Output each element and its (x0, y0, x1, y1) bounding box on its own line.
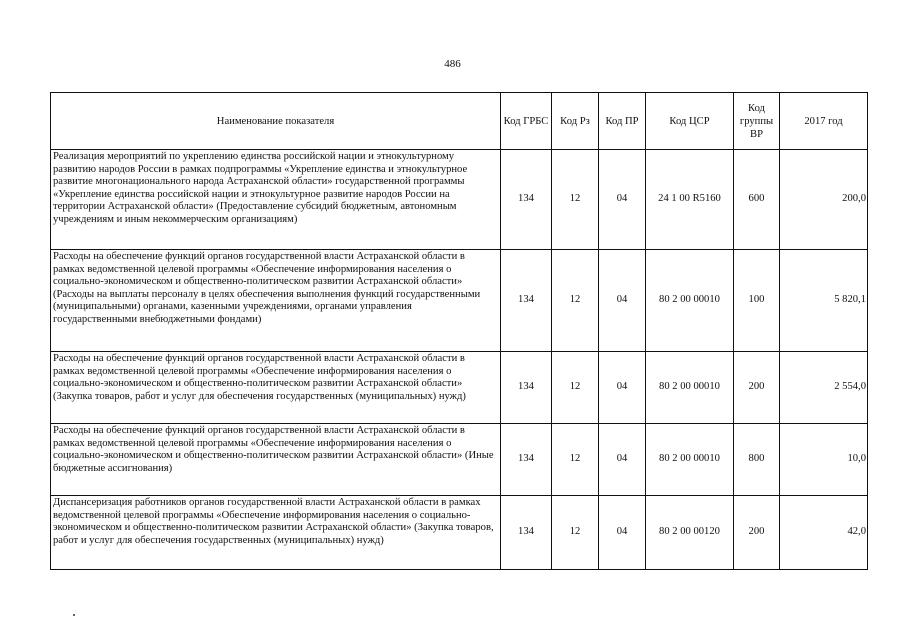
row-vr: 800 (734, 424, 780, 496)
header-csr: Код ЦСР (646, 93, 734, 150)
row-pr: 04 (599, 250, 646, 352)
table-header-row (51, 93, 868, 150)
row-name: Расходы на обеспечение функций органов государственной власти Астраханской области в рамках ведомственной целевой программы «Обеспечение информирования населения о социально-экономическом и общественно-политическом развитии Астраханской области» (Закупка товаров, работ и услуг для обеспечения государственных (муниципальных) нужд) (51, 352, 501, 424)
table-row (51, 352, 868, 424)
row-amount: 2 554,0 (780, 352, 868, 424)
header-rz: Код Рз (552, 93, 599, 150)
row-amount: 200,0 (780, 150, 868, 250)
row-csr: 24 1 00 R5160 (646, 150, 734, 250)
row-vr: 200 (734, 352, 780, 424)
table-row (51, 496, 868, 570)
row-name: Реализация мероприятий по укреплению единства российской нации и этнокультурному развитию народов России в рамках подпрограммы «Укрепление единства и этнокультурное развитие многонационального народа Астраханской области» государственной программы «Укрепление единства российской нации и этнокультурное развитие народов России на территории Астраханской области» (Предоставление субсидий бюджетным, автономным учреждениям и иным некоммерческим организациям) (51, 150, 501, 250)
scan-speck (73, 614, 75, 616)
row-amount: 42,0 (780, 496, 868, 570)
row-grbs: 134 (501, 496, 552, 570)
row-pr: 04 (599, 150, 646, 250)
row-rz: 12 (552, 250, 599, 352)
row-grbs: 134 (501, 352, 552, 424)
row-csr: 80 2 00 00010 (646, 250, 734, 352)
table-row (51, 150, 868, 250)
row-csr: 80 2 00 00010 (646, 424, 734, 496)
header-vr: Код группы ВР (734, 93, 780, 150)
row-pr: 04 (599, 352, 646, 424)
row-pr: 04 (599, 496, 646, 570)
row-vr: 200 (734, 496, 780, 570)
table-row (51, 424, 868, 496)
table-row (51, 250, 868, 352)
row-amount: 10,0 (780, 424, 868, 496)
row-name: Расходы на обеспечение функций органов государственной власти Астраханской области в рамках ведомственной целевой программы «Обеспечение информирования населения о социально-экономическом и общественно-политическом развитии Астраханской области» (Иные бюджетные ассигнования) (51, 424, 501, 496)
header-pr: Код ПР (599, 93, 646, 150)
row-rz: 12 (552, 150, 599, 250)
row-grbs: 134 (501, 150, 552, 250)
row-vr: 100 (734, 250, 780, 352)
row-name: Расходы на обеспечение функций органов государственной власти Астраханской области в рамках ведомственной целевой программы «Обеспечение информирования населения о социально-экономическом и общественно-политическом развитии Астраханской области» (Расходы на выплаты персоналу в целях обеспечения выполнения функций государственными (муниципальными) органами, казенными учреждениями, органами управления государственными внебюджетными фондами) (51, 250, 501, 352)
row-rz: 12 (552, 352, 599, 424)
row-rz: 12 (552, 496, 599, 570)
header-year: 2017 год (780, 93, 868, 150)
row-grbs: 134 (501, 250, 552, 352)
header-grbs: Код ГРБС (501, 93, 552, 150)
row-name: Диспансеризация работников органов государственной власти Астраханской области в рамках ведомственной целевой программы «Обеспечение информирования населения о социально-экономическом и общественно-политическом развитии Астраханской области» (Закупка товаров, работ и услуг для обеспечения государственных (муниципальных) нужд) (51, 496, 501, 570)
row-grbs: 134 (501, 424, 552, 496)
row-rz: 12 (552, 424, 599, 496)
budget-table (50, 92, 868, 570)
row-amount: 5 820,1 (780, 250, 868, 352)
page-number: 486 (444, 58, 461, 70)
row-csr: 80 2 00 00010 (646, 352, 734, 424)
row-csr: 80 2 00 00120 (646, 496, 734, 570)
header-name: Наименование показателя (51, 93, 501, 150)
row-pr: 04 (599, 424, 646, 496)
row-vr: 600 (734, 150, 780, 250)
